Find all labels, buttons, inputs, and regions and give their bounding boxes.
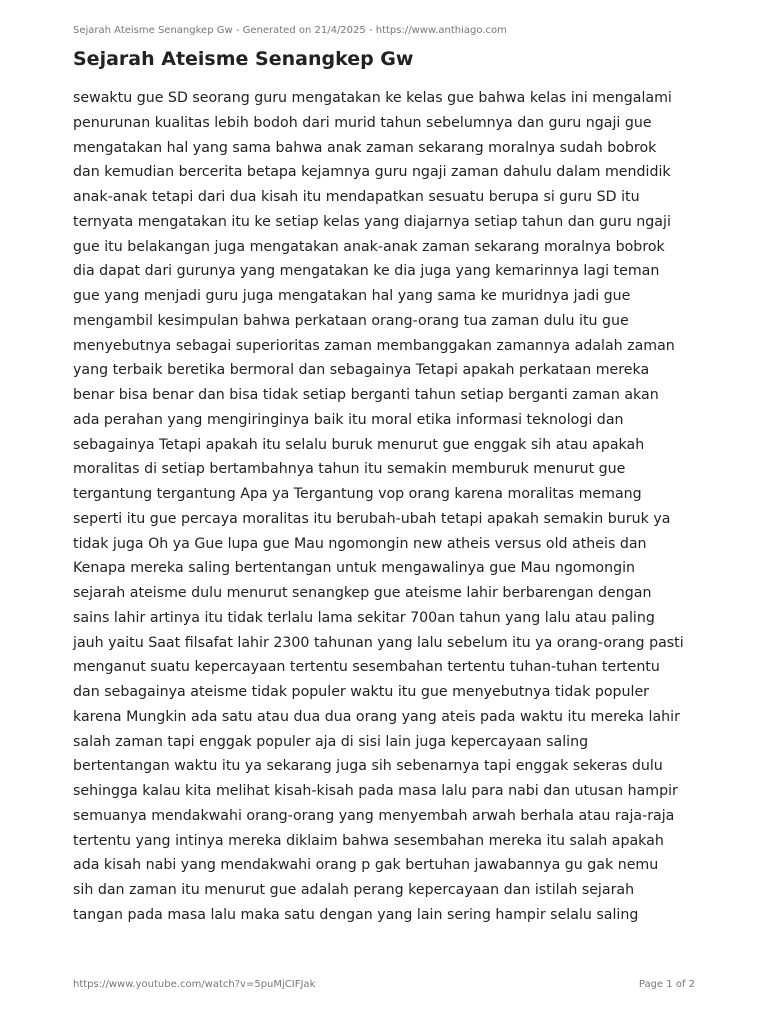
body-text-line: sehingga kalau kita melihat kisah-kisah pada masa lalu para nabi dan utusan hampir — [73, 783, 678, 799]
body-text-line: dia dapat dari gurunya yang mengatakan ke dia juga yang kemarinnya lagi teman — [73, 263, 660, 280]
body-text-line: salah zaman tapi enggak populer aja di sisi lain juga kepercayaan saling — [73, 733, 589, 750]
body-text-line: mengambil kesimpulan bahwa perkataan orang-orang tua zaman dulu itu gue — [73, 312, 629, 329]
document-body — [73, 86, 703, 928]
body-text-line: tangan pada masa lalu maka satu dengan yang lain sering hampir selalu saling — [73, 906, 639, 923]
body-text-line: mengatakan hal yang sama bahwa anak zaman sekarang moralnya sudah bobrok — [73, 139, 657, 156]
body-text-line: sebagainya Tetapi apakah itu selalu buruk menurut gue enggak sih atau apakah — [73, 436, 645, 453]
body-text-line: ada kisah nabi yang mendakwahi orang p gak bertuhan jawabannya gu gak nemu — [73, 857, 659, 874]
body-text-line: tertentu yang intinya mereka diklaim bahwa sesembahan mereka itu salah apakah — [73, 832, 664, 849]
footer-page-number: Page 1 of 2 — [638, 979, 695, 990]
body-text-line: sih dan zaman itu menurut gue adalah perang kepercayaan dan istilah sejarah — [73, 882, 635, 898]
body-text-line: jauh yaitu Saat filsafat lahir 2300 tahunan yang lalu sebelum itu ya orang-orang pasti — [73, 634, 684, 651]
footer-url: https://www.youtube.com/watch?v=5puMjCIFJak — [73, 979, 316, 990]
body-text-line: seperti itu gue percaya moralitas itu berubah-ubah tetapi apakah semakin buruk ya — [73, 510, 671, 527]
body-text-line: menganut suatu kepercayaan tertentu sesembahan tertentu tuhan-tuhan tertentu — [73, 659, 660, 676]
body-text-line: gue yang menjadi guru juga mengatakan hal yang sama ke muridnya jadi gue — [73, 288, 631, 304]
body-text-line: penurunan kualitas lebih bodoh dari murid tahun sebelumnya dan guru ngaji gue — [73, 114, 652, 131]
body-text-line: sewaktu gue SD seorang guru mengatakan ke kelas gue bahwa kelas ini mengalami — [73, 90, 672, 106]
header-meta: Sejarah Ateisme Senangkep Gw - Generated on 21/4/2025 - https://www.anthiago.com — [73, 25, 507, 36]
body-text-line: tergantung tergantung Apa ya Tergantung vop orang karena moralitas memang — [73, 486, 642, 502]
body-text-line: anak-anak tetapi dari dua kisah itu mendapatkan sesuatu berupa si guru SD itu — [73, 189, 640, 205]
body-text-line: dan kemudian bercerita betapa kejamnya guru ngaji zaman dahulu dalam mendidik — [73, 164, 671, 181]
body-text-line: dan sebagainya ateisme tidak populer waktu itu gue menyebutnya tidak populer — [73, 684, 650, 700]
body-text-line: sains lahir artinya itu tidak terlalu lama sekitar 700an tahun yang lalu atau paling — [73, 609, 655, 626]
body-text-line: ternyata mengatakan itu ke setiap kelas yang diajarnya setiap tahun dan guru ngaji — [73, 213, 671, 230]
body-text-line: yang terbaik beretika bermoral dan sebagainya Tetapi apakah perkataan mereka — [73, 362, 650, 379]
body-text-line: benar bisa benar dan bisa tidak setiap berganti tahun setiap berganti zaman akan — [73, 387, 659, 403]
body-text-line: moralitas di setiap bertambahnya tahun itu semakin memburuk menurut gue — [73, 461, 626, 478]
body-text-line: karena Mungkin ada satu atau dua dua orang yang ateis pada waktu itu mereka lahir — [73, 708, 680, 725]
body-text-line: bertentangan waktu itu ya sekarang juga sih sebenarnya tapi enggak sekeras dulu — [73, 758, 663, 775]
body-text-line: Kenapa mereka saling bertentangan untuk mengawalinya gue Mau ngomongin — [73, 560, 636, 577]
body-text-line: ada perahan yang mengiringinya baik itu moral etika informasi teknologi dan — [73, 411, 624, 428]
body-text-line: semuanya mendakwahi orang-orang yang menyembah arwah berhala atau raja-raja — [73, 807, 675, 824]
body-text-line: sejarah ateisme dulu menurut senangkep gue ateisme lahir berbarengan dengan — [73, 585, 652, 601]
body-text-line: gue itu belakangan juga mengatakan anak-anak zaman sekarang moralnya bobrok — [73, 238, 665, 255]
body-text-line: tidak juga Oh ya Gue lupa gue Mau ngomongin new atheis versus old atheis dan — [73, 535, 647, 552]
body-text-line: menyebutnya sebagai superioritas zaman membanggakan zamannya adalah zaman — [73, 337, 675, 354]
document-title: Sejarah Ateisme Senangkep Gw — [73, 48, 414, 70]
